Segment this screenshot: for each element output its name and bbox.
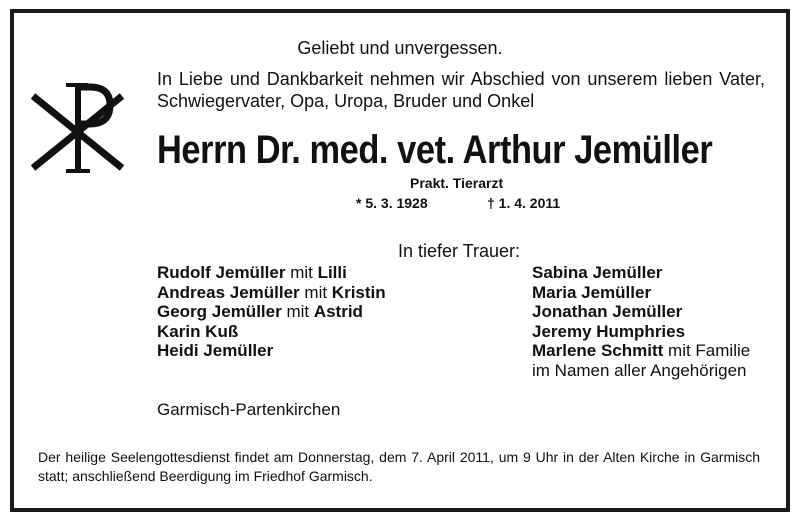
mourner-partner: Kristin (331, 282, 386, 302)
mourners-right (532, 263, 750, 380)
mourner-name: Sabina Jemüller (532, 263, 663, 282)
mourner-partner: Lilli (317, 263, 347, 282)
mourner-name: Andreas Jemüller (157, 282, 300, 302)
closing-line: im Namen aller Angehörigen (532, 360, 747, 380)
mourner-name: Rudolf Jemüller (157, 263, 286, 282)
deceased-name: Herrn Dr. med. vet. Arthur Jemüller (157, 128, 713, 172)
mourner-partner: Astrid (313, 302, 363, 321)
death-date: † 1. 4. 2011 (487, 195, 561, 211)
mourner-conj: mit (281, 302, 314, 321)
mourner-entry (532, 263, 750, 283)
mourner-entry (532, 341, 750, 361)
birth-date: * 5. 3. 1928 (356, 195, 428, 211)
profession: Prakt. Tierarzt (410, 175, 504, 191)
mourner-entry (157, 322, 386, 342)
service-notice: Der heilige Seelengottesdienst findet am Donnerstag, dem 7. April 2011, um 9 Uhr in der Alten Kirche in Garmisch statt; anschließend Beerdigung im Friedhof Garmisch. (38, 449, 760, 484)
mourner-entry (157, 302, 386, 322)
mourners-left (157, 263, 386, 361)
motto: Geliebt und unvergessen. (297, 38, 503, 58)
mourner-conj: mit (285, 263, 318, 282)
mourning-heading: In tiefer Trauer: (398, 241, 521, 261)
mourner-name: Georg Jemüller (157, 302, 282, 321)
intro-text: In Liebe und Dankbarkeit nehmen wir Abschied von unserem lieben Vater, Schwiegervater, Opa, Uropa, Bruder und Onkel (157, 69, 765, 111)
mourner-name: Karin Kuß (157, 321, 239, 341)
mourner-name: Heidi Jemüller (157, 341, 274, 360)
mourner-entry (157, 283, 386, 303)
mourner-entry (532, 322, 750, 342)
mourner-entry (532, 302, 750, 322)
mourner-entry (532, 283, 750, 303)
mourner-entry (157, 263, 386, 283)
mourner-conj: mit (299, 282, 332, 302)
mourner-name: Jonathan Jemüller (532, 302, 683, 321)
chi-rho-icon (28, 82, 128, 174)
place: Garmisch-Partenkirchen (157, 400, 341, 419)
mourner-suffix: mit Familie (663, 341, 751, 360)
mourner-name: Marlene Schmitt (532, 341, 664, 360)
mourner-name: Maria Jemüller (532, 282, 652, 302)
mourner-entry (157, 341, 386, 361)
mourner-name: Jeremy Humphries (532, 321, 686, 341)
